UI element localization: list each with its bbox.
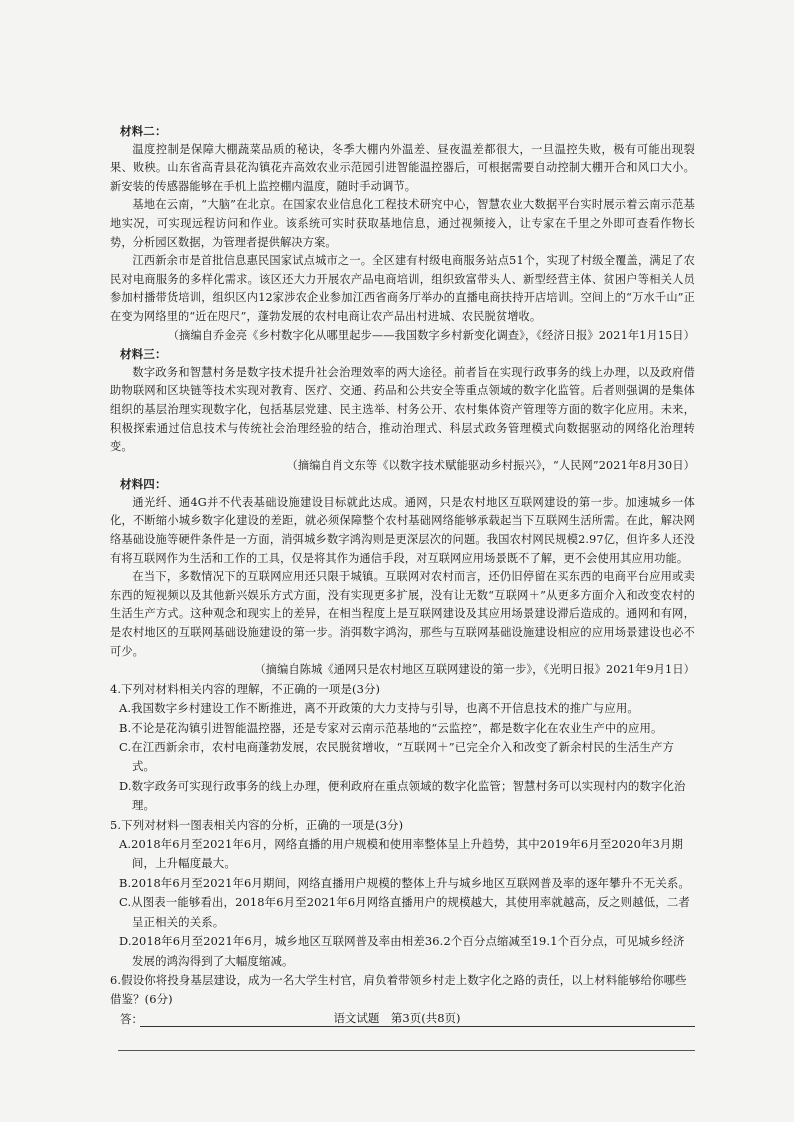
question-4-option-b: B.不论是花沟镇引进智能温控器，还是专家对云南示范基地的“云监控”，都是数字化在农业生产中的应用。 bbox=[119, 720, 663, 735]
material-2-heading: 材料二： bbox=[120, 124, 167, 138]
question-4-option-a: A.我国数字乡村建设工作不断推进，离不开政策的大力支持与引导，也离不开信息技术的推广与应用。 bbox=[119, 701, 639, 716]
question-4-option-d: D.数字政务可实现行政事务的线上办理，便利政府在重点领域的数字化监管；智慧村务可以实现村内的数字化治理。 bbox=[119, 778, 686, 813]
material-3-source: （摘编自肖文东等《以数字技术赋能驱动乡村振兴》，“人民网”2021年8月30日） bbox=[286, 458, 695, 472]
question-6-stem: 6.假设你将投身基层建设，成为一名大学生村官，肩负着带领乡村走上数字化之路的责任，以上材料能够给你哪些借鉴？(6分) bbox=[110, 972, 687, 1007]
material-3-paragraph: 数字政务和智慧村务是数字技术提升社会治理效率的两大途径。前者旨在实现行政事务的线上办理，以及政府借助物联网和区块链等技术实现对教育、医疗、交通、药品和公共安全等重点领域的数字化监管。后者则强调的是集体组织的基层治理实现数字化，包括基层党建、民主选举、村务公开、农村集体资产管理等方面的数字化应用。未来，积极探索通过信息技术与传统社会治理经验的结合，推动治理式、科层式政务管理模式向数据驱动的网络化治理转变。 bbox=[110, 365, 695, 454]
material-2-paragraph: 温度控制是保障大棚蔬菜品质的秘诀，冬季大棚内外温差、昼夜温差都很大，一旦温控失败，极有可能出现裂果、败秧。山东省高青县花沟镇花卉高效农业示范园引进智能温控器后，可根据需要自动控制大棚开合和风口大小。新安装的传感器能够在手机上监控棚内温度，随时手动调节。 bbox=[110, 142, 695, 193]
answer-line bbox=[118, 1050, 695, 1051]
question-5-option-b: B.2018年6月至2021年6月期间，网络直播用户规模的整体上升与城乡地区互联网普及率的逐年攀升不无关系。 bbox=[119, 875, 690, 890]
page-content bbox=[110, 122, 695, 1030]
question-5-option-c: C.从图表一能够看出，2018年6月至2021年6月网络直播用户的规模越大，其使用率就越高，反之则越低，二者呈正相关的关系。 bbox=[119, 895, 690, 929]
question-5-stem: 5.下列对材料一图表相关内容的分析，正确的一项是(3分) bbox=[110, 817, 404, 832]
material-2-paragraph: 江西新余市是首批信息惠民国家试点城市之一。全区建有村级电商服务站点51个，实现了村级全覆盖，满足了农民对电商服务的多样化需求。该区还大力开展农产品电商培训，组织致富带头人、新型经营主体、贫困户等相关人员参加村播带货培训，组织区内12家涉农企业参加江西省商务厅举办的直播电商扶持开店培训。空间上的“万水千山”正在变为网络里的“近在咫尺”，蓬勃发展的农村电商让农产品出村进城、农民脱贫增收。 bbox=[110, 254, 695, 323]
material-4-paragraph: 在当下，多数情况下的互联网应用还只限于城镇。互联网对农村而言，还仍旧停留在买东西的电商平台应用或卖东西的短视频以及其他新兴娱乐方式方面，没有实现更多扩展，没有让无数“互联网＋”从更多方面介入和改变农村的生活生产方式。这种观念和现实上的差异，在相当程度上是互联网建设及其应用场景建设滞后造成的。通网和有网，是农村地区的互联网基础设施建设的第一步。消弭数字鸿沟，那些与互联网基础设施建设相应的应用场景建设也必不可少。 bbox=[110, 570, 695, 658]
material-4-source: （摘编自陈城《通网只是农村地区互联网建设的第一步》，《光明日报》2021年9月1日） bbox=[254, 663, 695, 677]
question-4-stem: 4.下列对材料相关内容的理解，不正确的一项是(3分) bbox=[110, 681, 381, 696]
question-4-option-c: C.在江西新余市，农村电商蓬勃发展，农民脱贫增收，“互联网＋”已完全介入和改变了新余村民的生活生产方式。 bbox=[119, 740, 675, 774]
question-5-option-d: D.2018年6月至2021年6月，城乡地区互联网普及率由相差36.2个百分点缩减至19.1个百分点，可见城乡经济发展的鸿沟得到了大幅度缩减。 bbox=[119, 934, 685, 968]
answer-label: 答： bbox=[120, 1011, 144, 1026]
material-2-paragraph: 基地在云南，“大脑”在北京。在国家农业信息化工程技术研究中心，智慧农业大数据平台实时展示着云南示范基地实况，可实现远程访问和作业。该系统可实时获取基地信息，通过视频接入，让专家在千里之外即可查看作物长势，分析园区数据，为管理者提供解决方案。 bbox=[110, 198, 695, 249]
material-2-source: （摘编自乔金亮《乡村数字化从哪里起步——我国数字乡村新变化调查》，《经济日报》2021年1月15日） bbox=[167, 328, 695, 342]
material-3-heading: 材料三： bbox=[120, 347, 167, 362]
material-4-heading: 材料四： bbox=[120, 477, 167, 492]
page-footer: 语文试题 第3页(共8页) bbox=[333, 1011, 461, 1025]
material-4-paragraph: 通光纤、通4G并不代表基础设施建设目标就此达成。通网，只是农村地区互联网建设的第一步。加速城乡一体化，不断缩小城乡数字化建设的差距，就必须保障整个农村基础网络能够承载起当下互联网生活所需。在此，解决网络基础设施等硬件条件是一方面，消弭城乡数字鸿沟则是更深层次的问题。我国农村网民规模2.97亿，但许多人还没有将互联网作为生活和工作的工具，仅是将其作为通信手段，对互联网应用场景既不了解，更不会使用其应用功能。 bbox=[110, 495, 695, 565]
question-5-option-a: A.2018年6月至2021年6月，网络直播的用户规模和使用率整体呈上升趋势，其中2019年6月至2020年3月期间，上升幅度最大。 bbox=[119, 837, 684, 871]
